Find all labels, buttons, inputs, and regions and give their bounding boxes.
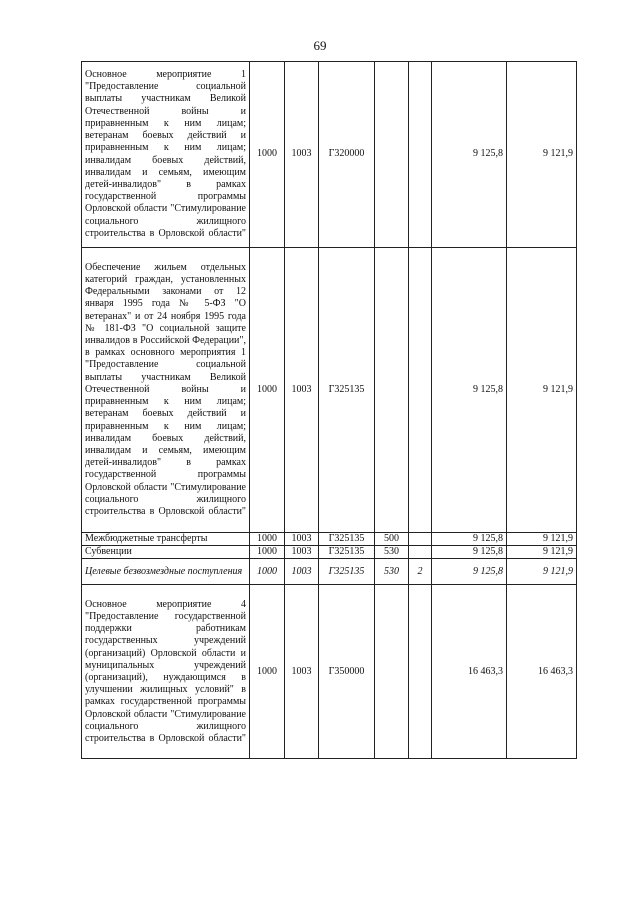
vr-cell <box>375 62 409 248</box>
podrazdel-cell: 1003 <box>285 248 319 533</box>
csr-cell: Г320000 <box>319 62 375 248</box>
csr-cell: Г325135 <box>319 533 375 546</box>
sum1-cell: 9 125,8 <box>432 248 507 533</box>
sum1-cell: 16 463,3 <box>432 585 507 759</box>
sum2-cell: 9 121,9 <box>507 559 577 585</box>
table-row <box>82 546 577 559</box>
kosgu-cell: 2 <box>409 559 432 585</box>
csr-cell: Г325135 <box>319 546 375 559</box>
sum1-cell: 9 125,8 <box>432 559 507 585</box>
podrazdel-cell: 1003 <box>285 559 319 585</box>
table-row <box>82 248 577 533</box>
sum1-cell: 9 125,8 <box>432 62 507 248</box>
razdel-cell: 1000 <box>250 546 285 559</box>
podrazdel-cell: 1003 <box>285 62 319 248</box>
podrazdel-cell: 1003 <box>285 585 319 759</box>
podrazdel-cell: 1003 <box>285 533 319 546</box>
razdel-cell: 1000 <box>250 559 285 585</box>
kosgu-cell <box>409 533 432 546</box>
csr-cell: Г350000 <box>319 585 375 759</box>
sum1-cell: 9 125,8 <box>432 533 507 546</box>
sum2-cell: 9 121,9 <box>507 248 577 533</box>
vr-cell: 500 <box>375 533 409 546</box>
budget-table <box>81 61 577 759</box>
vr-cell: 530 <box>375 559 409 585</box>
sum2-cell: 9 121,9 <box>507 546 577 559</box>
podrazdel-cell: 1003 <box>285 546 319 559</box>
row-name: Субвенции <box>82 546 250 559</box>
kosgu-cell <box>409 248 432 533</box>
row-name: Основное мероприятие 1 "Предоставление социальной выплаты участникам Великой Отечественной войны и приравненным к ним лицам; ветеранам боевых действий и приравненным к ним лицам; инвалидам боевых действий, инвалидам и семьям, имеющим детей-инвалидов" в рамках государственной программы Орловской области "Стимулирование социального жилищного строительства в Орловской области" <box>82 62 250 248</box>
razdel-cell: 1000 <box>250 248 285 533</box>
csr-cell: Г325135 <box>319 248 375 533</box>
vr-cell <box>375 248 409 533</box>
razdel-cell: 1000 <box>250 585 285 759</box>
row-name: Обеспечение жильем отдельных категорий граждан, установленных Федеральными законами от 12 января 1995 года № 5-ФЗ "О ветеранах" и от 24 ноября 1995 года № 181-ФЗ "О социальной защите инвалидов в Российской Федерации", в рамках основного мероприятия 1 "Предоставление социальной выплаты участникам Великой Отечественной войны и приравненным к ним лицам; ветеранам боевых действий и приравненным к ним лицам; инвалидам боевых действий, инвалидам и семьям, имеющим детей-инвалидов" в рамках государственной программы Орловской области "Стимулирование социального жилищного строительства в Орловской области" <box>82 248 250 533</box>
sum2-cell: 16 463,3 <box>507 585 577 759</box>
table-row <box>82 559 577 585</box>
csr-cell: Г325135 <box>319 559 375 585</box>
kosgu-cell <box>409 62 432 248</box>
kosgu-cell <box>409 585 432 759</box>
razdel-cell: 1000 <box>250 533 285 546</box>
razdel-cell: 1000 <box>250 62 285 248</box>
row-name: Целевые безвозмездные поступления <box>82 559 250 585</box>
sum2-cell: 9 121,9 <box>507 62 577 248</box>
table-row <box>82 62 577 248</box>
sum1-cell: 9 125,8 <box>432 546 507 559</box>
table-row <box>82 585 577 759</box>
table-row <box>82 533 577 546</box>
row-name: Межбюджетные трансферты <box>82 533 250 546</box>
row-name: Основное мероприятие 4 "Предоставление государственной поддержки работникам государственных учреждений (организаций) Орловской области и муниципальных учреждений (организаций), нуждающимся в улучшении жилищных условий" в рамках государственной программы Орловской области "Стимулирование социального жилищного строительства в Орловской области" <box>82 585 250 759</box>
vr-cell: 530 <box>375 546 409 559</box>
sum2-cell: 9 121,9 <box>507 533 577 546</box>
kosgu-cell <box>409 546 432 559</box>
page-number: 69 <box>313 38 327 53</box>
vr-cell <box>375 585 409 759</box>
